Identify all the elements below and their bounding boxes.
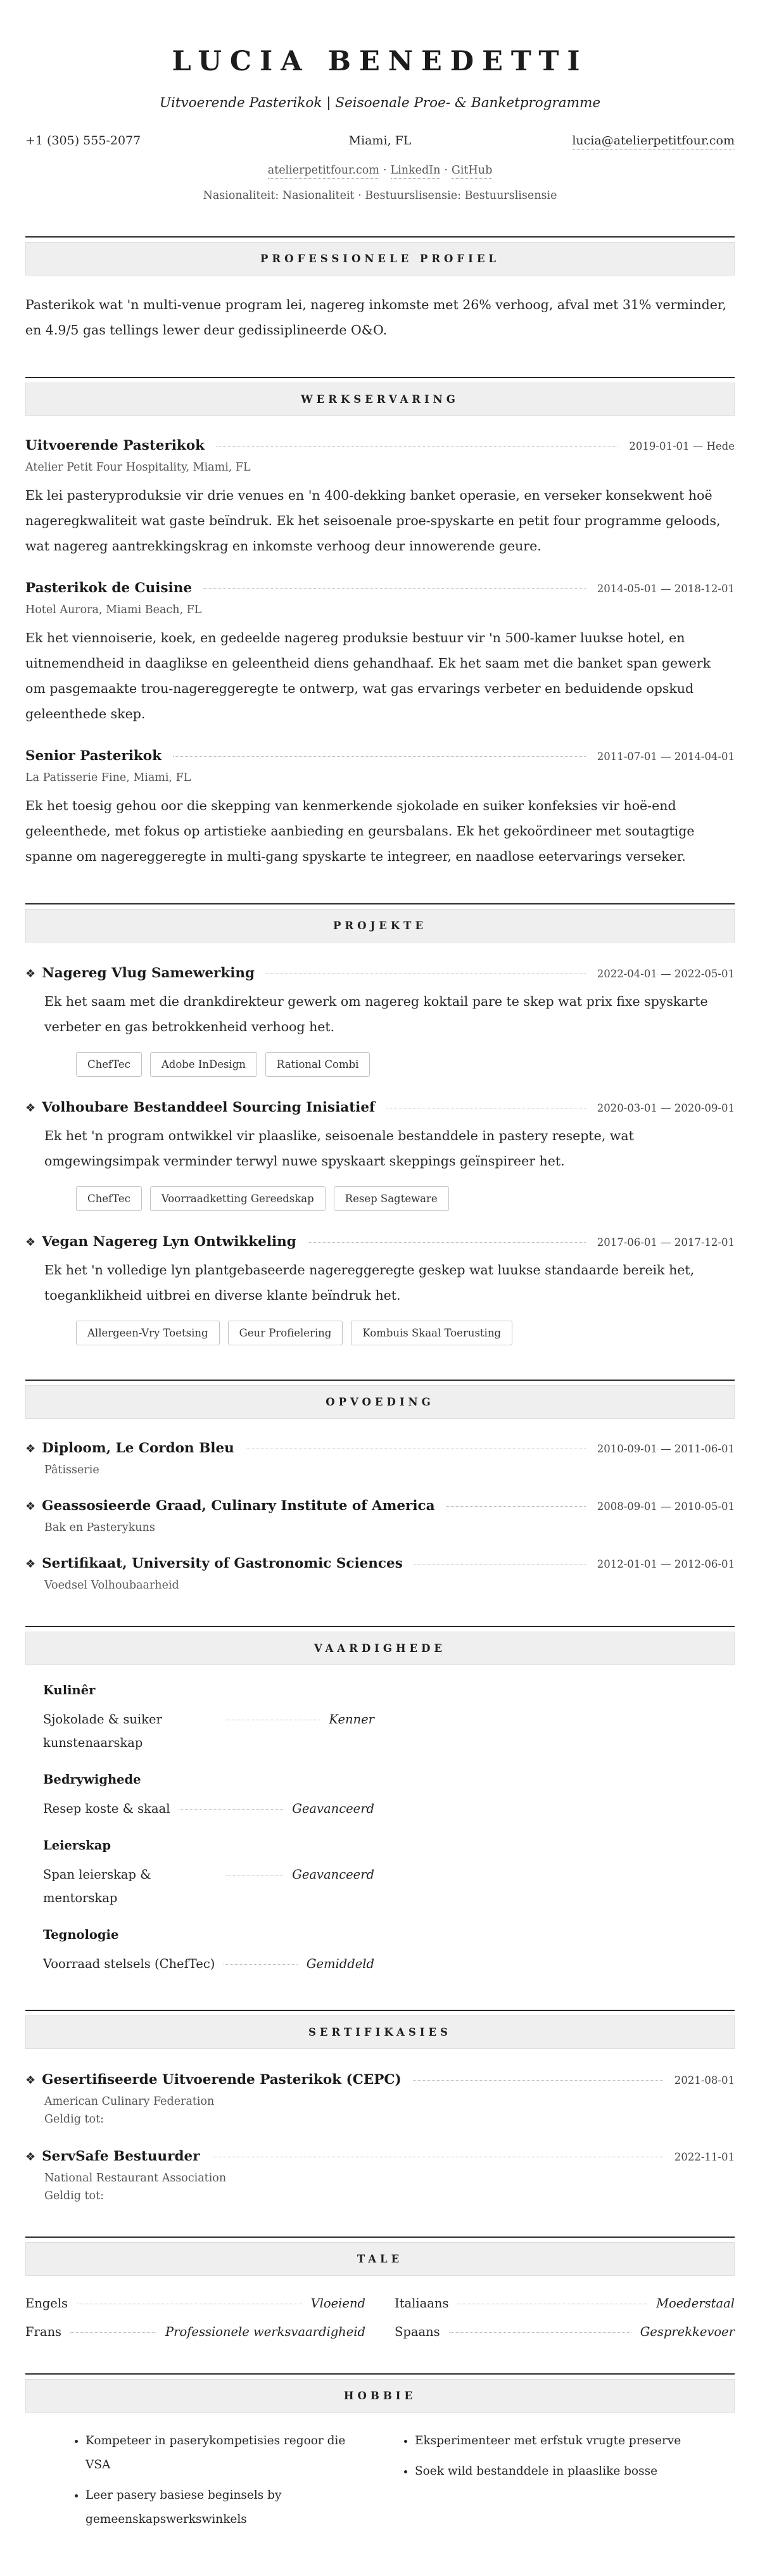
- skill-group: [25, 1927, 735, 1976]
- skill-category: Leierskap: [43, 1838, 111, 1853]
- project-title-row: [25, 965, 735, 981]
- certification-valid-label: Geldig tot:: [44, 2190, 104, 2202]
- skill-group: [25, 1772, 735, 1820]
- dotted-leader: [413, 2080, 663, 2081]
- skill-category: Tegnologie: [43, 1927, 119, 1942]
- job-title: Uitvoerende Pasterikok: [25, 438, 205, 454]
- section-education: [25, 1380, 735, 1592]
- tag-chip: Adobe InDesign: [150, 1052, 257, 1077]
- certification-entry: [25, 2148, 735, 2202]
- language-name: Engels: [25, 2296, 68, 2311]
- skill-level: Geavanceerd: [292, 1867, 374, 1882]
- tagline: Uitvoerende Pasterikok | Seisoenale Proe- & Banketprogramme: [159, 95, 601, 111]
- person-name: LUCIA BENEDETTI: [172, 46, 588, 77]
- job-title: Senior Pasterikok: [25, 748, 162, 764]
- certification-valid-label: Geldig tot:: [44, 2113, 104, 2126]
- skill-level: Gemiddeld: [306, 1957, 374, 1971]
- job-title-row: [25, 580, 735, 596]
- certification-title-row: [25, 2072, 735, 2088]
- section-projects: [25, 903, 735, 1345]
- dotted-leader: [70, 2332, 156, 2333]
- education-degree: Diploom, Le Cordon Bleu: [42, 1440, 234, 1456]
- phone: +1 (305) 555-2077: [25, 134, 141, 148]
- job-title: Pasterikok de Cuisine: [25, 580, 193, 596]
- skill-row: [43, 1952, 374, 1976]
- tag-chip: Geur Profielering: [228, 1321, 343, 1345]
- job-company: Atelier Petit Four Hospitality, Miami, FL: [25, 461, 251, 474]
- project-tags: [25, 1186, 735, 1211]
- section-profile: [25, 236, 735, 343]
- diamond-icon: ❖: [25, 1442, 36, 1456]
- language-name: Spaans: [395, 2325, 440, 2339]
- section-title-work: WERKSERVARING: [25, 383, 735, 416]
- diamond-icon: ❖: [25, 1101, 36, 1115]
- education-entry: [25, 1556, 735, 1592]
- dotted-leader: [216, 446, 618, 447]
- diamond-icon: ❖: [25, 2074, 36, 2087]
- diamond-icon: ❖: [25, 967, 36, 980]
- section-title-projects: PROJEKTE: [25, 909, 735, 942]
- tag-chip: Kombuis Skaal Toerusting: [351, 1321, 512, 1345]
- section-hobbies: [25, 2373, 735, 2538]
- skill-row: [43, 1797, 374, 1820]
- skill-category: Bedrywighede: [43, 1772, 141, 1787]
- section-skills: [25, 1626, 735, 1976]
- education-degree: Sertifikaat, University of Gastronomic Sciences: [42, 1556, 403, 1571]
- section-title-skills: VAARDIGHEDE: [25, 1632, 735, 1665]
- section-rule: [25, 2237, 735, 2238]
- certification-date: 2022-11-01: [674, 2151, 735, 2163]
- job-title-row: [25, 748, 735, 764]
- skill-name: Span leierskap & mentorskap: [43, 1867, 151, 1905]
- tag-chip: Voorraadketting Gereedskap: [150, 1186, 326, 1211]
- job-summary: Ek het toesig gehou oor die skepping van kenmerkende sjokolade en suiker konfeksies vir hoë-end geleenthede, met fokus op artistieke aanbieding en geursbalans. Ek het gekoördineer met soutagtige spanne om nagereggeregte in multi-gang spyskarte te integreer, en naadlose eetervarings verseker.: [25, 798, 695, 864]
- hobby-item: • Kompeteer in paserykompetisies regoor die VSA: [86, 2429, 370, 2477]
- skill-group: [25, 1683, 735, 1754]
- project-dates: 2022-04-01 — 2022-05-01: [597, 968, 735, 980]
- education-field: Bak en Pasterykuns: [44, 1521, 155, 1534]
- skill-level: Kenner: [329, 1712, 374, 1727]
- section-rule: [25, 903, 735, 904]
- header: [25, 46, 735, 202]
- location: Miami, FL: [348, 134, 412, 148]
- section-rule: [25, 2010, 735, 2011]
- section-rule: [25, 1380, 735, 1381]
- project-name: Volhoubare Bestanddeel Sourcing Inisiatief: [42, 1100, 376, 1115]
- profile-summary: Pasterikok wat 'n multi-venue program lei, nagereg inkomste met 26% verhoog, afval met 31% verminder, en 4.9/5 gas tellings lewer deur gedissiplineerde O&O.: [25, 297, 726, 338]
- skill-row: [43, 1863, 374, 1910]
- job-dates: 2011-07-01 — 2014-04-01: [597, 751, 735, 763]
- contact-row: [25, 134, 735, 148]
- skill-level: Geavanceerd: [292, 1801, 374, 1816]
- job-summary: Ek het viennoiserie, koek, en gedeelde nagereg produksie bestuur vir 'n 500-kamer luukse hotel, en uitnemendheid in daaglikse en geleentheid diens gehandhaaf. Ek het saam met die banket span gewerk om pasgemaakte trou-nagereggeregte te ontwerp, wat gas ervarings verbeter en beduidende opskud geleenthede skep.: [25, 630, 711, 721]
- nationality-license-meta: Nasionaliteit: Nasionaliteit · Bestuurslisensie: Bestuurslisensie: [203, 189, 557, 202]
- certification-title-row: [25, 2148, 735, 2164]
- section-rule: [25, 236, 735, 238]
- section-title-education: OPVOEDING: [25, 1385, 735, 1419]
- language-level: Gesprekkevoer: [640, 2325, 735, 2339]
- tag-chip: ChefTec: [76, 1052, 142, 1077]
- education-title-row: [25, 1498, 735, 1514]
- job-entry: [25, 438, 735, 559]
- diamond-icon: ❖: [25, 1500, 36, 1513]
- skill-name: Resep koste & skaal: [43, 1801, 170, 1816]
- languages-grid: [25, 2296, 735, 2339]
- dotted-leader: [173, 756, 586, 757]
- certification-date: 2021-08-01: [674, 2074, 735, 2086]
- project-title-row: [25, 1100, 735, 1115]
- job-company: Hotel Aurora, Miami Beach, FL: [25, 604, 202, 616]
- hobby-item: • Soek wild bestanddele in plaaslike bosse: [415, 2459, 735, 2484]
- diamond-icon: ❖: [25, 1558, 36, 1571]
- project-summary: Ek het saam met die drankdirekteur gewerk om nagereg koktail pare te skep wat prix fixe spyskarte verbeter en gas betrokkenheid verhoog het.: [44, 994, 708, 1034]
- project-summary: Ek het 'n program ontwikkel vir plaaslike, seisoenale bestanddele in pastery resepte, wat omgewingsimpak verminder terwyl nuwe spyskaart skeppings geïnspireer het.: [44, 1128, 634, 1169]
- hobby-item: • Leer pasery basiese beginsels by gemeenskapswerkswinkels: [86, 2484, 370, 2532]
- skill-group: [25, 1838, 735, 1910]
- section-certifications: [25, 2010, 735, 2202]
- tag-chip: ChefTec: [76, 1186, 142, 1211]
- hobbies-grid: [25, 2429, 735, 2538]
- dotted-leader: [203, 588, 586, 589]
- dotted-leader: [449, 2332, 631, 2333]
- education-degree: Geassosieerde Graad, Culinary Institute of America: [42, 1498, 435, 1514]
- education-title-row: [25, 1556, 735, 1571]
- project-dates: 2020-03-01 — 2020-09-01: [597, 1102, 735, 1114]
- certification-name: Gesertifiseerde Uitvoerende Pasterikok (CEPC): [42, 2072, 402, 2088]
- links-row: [25, 164, 735, 177]
- dotted-leader: [308, 1242, 586, 1243]
- project-summary: Ek het 'n volledige lyn plantgebaseerde nagereggeregte geskep wat luukse standaarde bereik het, toeganklikheid uitbrei en diverse klante beïndruk het.: [44, 1262, 695, 1303]
- website-link[interactable]: atelierpetitfour.com: [268, 164, 379, 179]
- dotted-leader: [446, 1506, 586, 1507]
- section-languages: [25, 2237, 735, 2339]
- section-rule: [25, 2373, 735, 2375]
- certification-issuer: American Culinary Federation: [44, 2095, 215, 2108]
- education-field: Voedsel Volhoubaarheid: [44, 1579, 179, 1592]
- linkedin-link[interactable]: LinkedIn: [391, 164, 441, 179]
- dotted-leader: [179, 1809, 283, 1810]
- skill-name: Sjokolade & suiker kunstenaarskap: [43, 1712, 162, 1750]
- project-name: Nagereg Vlug Samewerking: [42, 965, 255, 981]
- education-dates: 2010-09-01 — 2011-06-01: [597, 1443, 735, 1455]
- section-title-languages: TALE: [25, 2242, 735, 2276]
- link-separator: ·: [383, 164, 387, 177]
- language-level: Moederstaal: [656, 2296, 735, 2311]
- job-entry: [25, 580, 735, 726]
- email-link[interactable]: lucia@atelierpetitfour.com: [572, 134, 735, 149]
- project-tags: [25, 1052, 735, 1077]
- certification-issuer: National Restaurant Association: [44, 2172, 227, 2185]
- tag-chip: Resep Sagteware: [334, 1186, 449, 1211]
- language-row: [395, 2296, 735, 2311]
- project-entry: [25, 1100, 735, 1211]
- hobby-item: • Eksperimenteer met erfstuk vrugte preserve: [415, 2429, 735, 2453]
- job-company: La Patisserie Fine, Miami, FL: [25, 771, 191, 784]
- certification-name: ServSafe Bestuurder: [42, 2148, 200, 2164]
- project-entry: [25, 1234, 735, 1345]
- job-entry: [25, 748, 735, 869]
- job-dates: 2014-05-01 — 2018-12-01: [597, 583, 735, 595]
- tag-chip: Allergeen-Vry Toetsing: [76, 1321, 220, 1345]
- section-work: [25, 377, 735, 869]
- hobby-column: [25, 2429, 370, 2538]
- education-entry: [25, 1440, 735, 1476]
- skill-row: [43, 1708, 374, 1754]
- diamond-icon: ❖: [25, 1236, 36, 1249]
- education-dates: 2012-01-01 — 2012-06-01: [597, 1558, 735, 1570]
- language-name: Italiaans: [395, 2296, 449, 2311]
- tag-chip: Rational Combi: [265, 1052, 370, 1077]
- project-entry: [25, 965, 735, 1077]
- section-title-certifications: SERTIFIKASIES: [25, 2015, 735, 2049]
- project-tags: [25, 1321, 735, 1345]
- job-title-row: [25, 438, 735, 454]
- language-name: Frans: [25, 2325, 62, 2339]
- skill-category: Kulinêr: [43, 1683, 96, 1697]
- language-level: Vloeiend: [310, 2296, 365, 2311]
- project-dates: 2017-06-01 — 2017-12-01: [597, 1236, 735, 1248]
- language-level: Professionele werksvaardigheid: [165, 2325, 365, 2339]
- job-dates: 2019-01-01 — Hede: [629, 440, 735, 452]
- github-link[interactable]: GitHub: [452, 164, 492, 179]
- job-summary: Ek lei pasteryproduksie vir drie venues en 'n 400-dekking banket operasie, en verseker konsekwent hoë nageregkwaliteit wat gaste beïndruk. Ek het seisoenale proe-spyskarte en petit four programme geloods, wat nagereg aantrekkingskrag en inkomste verhoog deur innowerende geure.: [25, 488, 721, 554]
- education-field: Pâtisserie: [44, 1464, 99, 1476]
- language-row: [25, 2325, 365, 2339]
- section-rule: [25, 1626, 735, 1627]
- section-title-hobbies: HOBBIE: [25, 2379, 735, 2413]
- language-row: [395, 2325, 735, 2339]
- education-entry: [25, 1498, 735, 1534]
- dotted-leader: [224, 1964, 298, 1965]
- education-dates: 2008-09-01 — 2010-05-01: [597, 1501, 735, 1513]
- diamond-icon: ❖: [25, 2150, 36, 2164]
- section-rule: [25, 377, 735, 378]
- certification-entry: [25, 2072, 735, 2126]
- hobby-column: [390, 2429, 735, 2538]
- project-title-row: [25, 1234, 735, 1250]
- project-name: Vegan Nagereg Lyn Ontwikkeling: [42, 1234, 296, 1250]
- education-title-row: [25, 1440, 735, 1456]
- link-separator: ·: [444, 164, 448, 177]
- language-row: [25, 2296, 365, 2311]
- skill-name: Voorraad stelsels (ChefTec): [43, 1957, 215, 1971]
- section-title-profile: PROFESSIONELE PROFIEL: [25, 242, 735, 276]
